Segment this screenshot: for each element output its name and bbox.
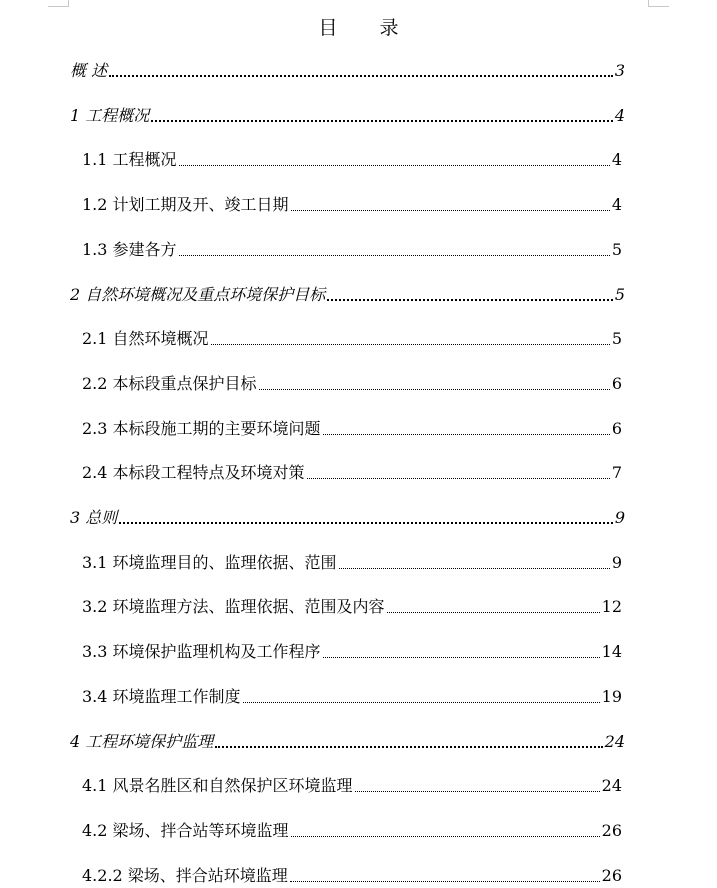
toc-entry-label: 2 自然环境概况及重点环境保护目标 — [70, 285, 326, 304]
toc-entry[interactable] — [70, 59, 625, 83]
toc-entry[interactable] — [70, 506, 625, 530]
toc-page-number: 4 — [611, 150, 622, 169]
toc-entry[interactable] — [82, 327, 622, 351]
toc-entry[interactable] — [82, 640, 622, 664]
toc-entry-label: 2.1 自然环境概况 — [82, 329, 209, 348]
toc-entry-label: 3.1 环境监理目的、监理依据、范围 — [82, 553, 337, 572]
toc-page-number: 26 — [601, 866, 622, 885]
toc-page-number: 14 — [601, 642, 622, 661]
toc-entry-label: 1 工程概况 — [70, 106, 150, 125]
toc-leader-dots — [387, 612, 600, 613]
toc-leader-dots — [179, 255, 610, 256]
toc-entry-label: 4.1 风景名胜区和自然保护区环境监理 — [82, 776, 353, 795]
toc-leader-dots — [109, 75, 613, 77]
toc-entry[interactable] — [82, 417, 622, 441]
toc-entry-label: 4.2 梁场、拌合站等环境监理 — [82, 821, 289, 840]
toc-page-number: 9 — [614, 508, 625, 527]
toc-page-number: 5 — [611, 329, 622, 348]
toc-entry-label: 3.3 环境保护监理机构及工作程序 — [82, 642, 321, 661]
toc-page-number: 24 — [604, 732, 625, 751]
toc-leader-dots — [151, 120, 613, 122]
toc-entry-label: 概 述 — [70, 61, 108, 80]
toc-leader-dots — [243, 702, 600, 703]
toc-entry[interactable] — [82, 461, 622, 485]
toc-leader-dots — [323, 657, 600, 658]
toc-leader-dots — [290, 881, 600, 882]
toc-entry[interactable] — [82, 819, 622, 843]
toc-entry[interactable] — [82, 864, 622, 888]
toc-page-number: 24 — [601, 776, 622, 795]
toc-page-number: 7 — [611, 463, 622, 482]
toc-entry-label: 2.2 本标段重点保护目标 — [82, 374, 257, 393]
toc-page-number: 3 — [614, 61, 625, 80]
toc-entry[interactable] — [82, 193, 622, 217]
toc-page-number: 6 — [611, 419, 622, 438]
toc-entry[interactable] — [70, 283, 625, 307]
toc-entry-label: 4.2.2 梁场、拌合站环境监理 — [82, 866, 288, 885]
toc-entry[interactable] — [82, 551, 622, 575]
toc-page-number: 26 — [601, 821, 622, 840]
toc-page-number: 19 — [601, 687, 622, 706]
toc-page-number: 9 — [611, 553, 622, 572]
toc-entry[interactable] — [82, 148, 622, 172]
toc-entry[interactable] — [70, 104, 625, 128]
toc-leader-dots — [119, 522, 613, 524]
toc-page-number: 5 — [611, 240, 622, 259]
toc-entry[interactable] — [70, 730, 625, 754]
toc-leader-dots — [291, 836, 600, 837]
toc-page-number: 12 — [601, 597, 622, 616]
toc-entry-label: 4 工程环境保护监理 — [70, 732, 214, 751]
toc-page-number: 4 — [614, 106, 625, 125]
toc-leader-dots — [327, 299, 613, 301]
toc-entry[interactable] — [82, 595, 622, 619]
toc-leader-dots — [307, 478, 610, 479]
toc-page-number: 6 — [611, 374, 622, 393]
toc-page-number: 4 — [611, 195, 622, 214]
page-corner-mark-right — [648, 0, 669, 7]
toc-entry-label: 3.2 环境监理方法、监理依据、范围及内容 — [82, 597, 385, 616]
toc-entry[interactable] — [82, 685, 622, 709]
toc-leader-dots — [323, 434, 610, 435]
toc-leader-dots — [259, 389, 610, 390]
toc-entry-label: 3.4 环境监理工作制度 — [82, 687, 241, 706]
toc-entry-label: 2.4 本标段工程特点及环境对策 — [82, 463, 305, 482]
toc-entry-label: 2.3 本标段施工期的主要环境问题 — [82, 419, 321, 438]
toc-entry-label: 3 总则 — [70, 508, 118, 527]
toc-entry-label: 1.1 工程概况 — [82, 150, 177, 169]
toc-page-number: 5 — [614, 285, 625, 304]
toc-leader-dots — [291, 210, 610, 211]
toc-leader-dots — [211, 344, 610, 345]
toc-leader-dots — [355, 791, 600, 792]
toc-title: 目 录 — [318, 17, 417, 39]
page-corner-mark-left — [48, 0, 69, 7]
toc-leader-dots — [339, 568, 610, 569]
toc-leader-dots — [179, 165, 610, 166]
toc-entry[interactable] — [82, 238, 622, 262]
toc-entry-label: 1.2 计划工期及开、竣工日期 — [82, 195, 289, 214]
toc-entry-label: 1.3 参建各方 — [82, 240, 177, 259]
toc-leader-dots — [215, 746, 602, 748]
toc-entry[interactable] — [82, 372, 622, 396]
toc-entry[interactable] — [82, 774, 622, 798]
